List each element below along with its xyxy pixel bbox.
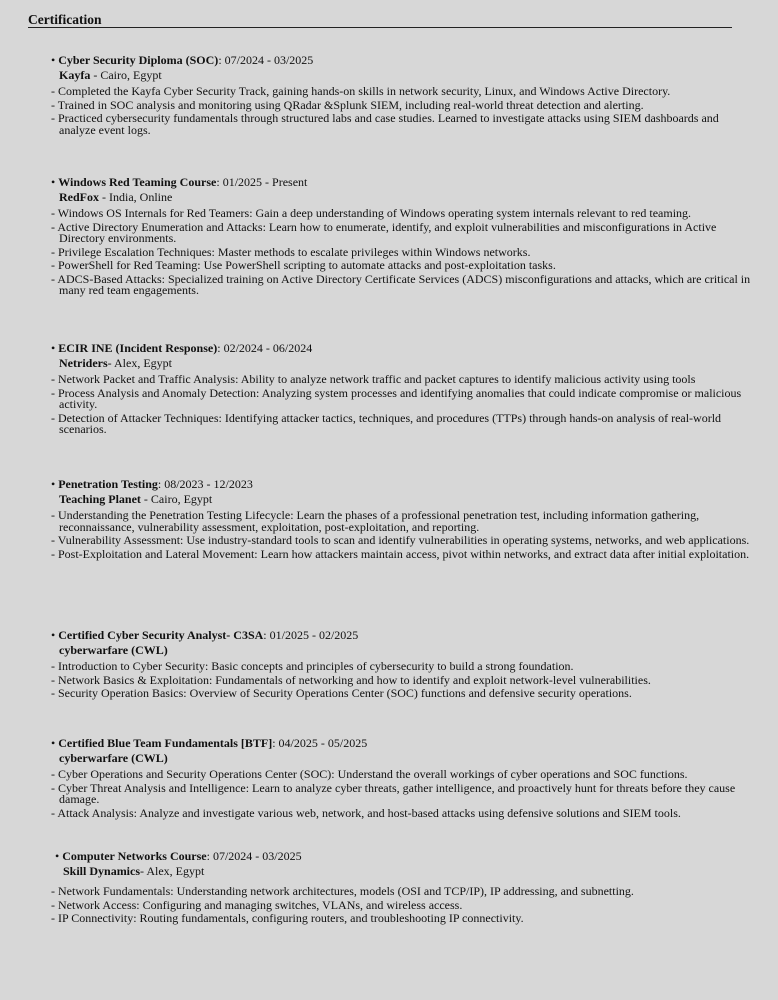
issuer-location: - Cairo, Egypt — [140, 492, 213, 506]
issuer-line — [51, 751, 761, 765]
list-item: - Security Operation Basics: Overview of Security Operations Center (SOC) functions and defensive security operations. — [51, 686, 632, 700]
certification-title: Penetration Testing — [58, 477, 158, 491]
list-item: - Active Directory Enumeration and Attacks: Learn how to enumerate, identify, and exploit vulnerabilities and misconfigurations in Active Directory environments. — [51, 219, 717, 245]
issuer-name: cyberwarfare (CWL) — [59, 751, 168, 765]
certification-dates: : 01/2025 - 02/2025 — [263, 628, 359, 642]
certification-title: Windows Red Teaming Course — [58, 175, 217, 189]
issuer-name: cyberwarfare (CWL) — [59, 643, 168, 657]
certification-dates: : 08/2023 - 12/2023 — [157, 477, 253, 491]
detail-list — [51, 769, 761, 819]
certification-dates: : 02/2024 - 06/2024 — [217, 341, 313, 355]
bullet-icon: • — [51, 175, 56, 189]
bullet-icon: • — [51, 341, 56, 355]
list-item: - ADCS-Based Attacks: Specialized training on Active Directory Certificate Services (ADCS) misconfigurations and attacks, which are critical in many red team engagements. — [51, 271, 751, 297]
list-item: - Introduction to Cyber Security: Basic concepts and principles of cybersecurity to build a strong foundation. — [51, 659, 574, 673]
issuer-name: Skill Dynamics — [63, 864, 141, 878]
certification-title: Certified Cyber Security Analyst- C3SA — [58, 628, 264, 642]
issuer-line — [51, 356, 751, 370]
list-item: - Cyber Threat Analysis and Intelligence: Learn to analyze cyber threats, gather intelligence, and proactively hunt for threats before they cause damage. — [51, 780, 736, 806]
list-item: - Understanding the Penetration Testing Lifecycle: Learn the phases of a professional penetration test, including information gathering, reconnaissance, vulnerability assessment, exploitation, post-exploitation, and reporting. — [51, 508, 700, 534]
list-item: - Attack Analysis: Analyze and investigate various web, network, and host-based attacks using defensive solutions and SIEM tools. — [51, 805, 681, 820]
issuer-line — [51, 492, 751, 506]
certification-dates: : 04/2025 - 05/2025 — [272, 736, 368, 750]
entry-heading — [51, 849, 751, 863]
issuer-location: - Alex, Egypt — [140, 864, 205, 878]
bullet-icon: • — [51, 477, 56, 491]
issuer-location: - Alex, Egypt — [107, 356, 172, 370]
bullet-icon: • — [51, 53, 56, 67]
entry-heading — [51, 341, 751, 355]
certification-entry — [51, 53, 751, 138]
list-item: - Process Analysis and Anomaly Detection: Analyzing system processes and identifying anomalies that could indicate compromise or malicious activity. — [51, 385, 742, 411]
list-item: - Network Access: Configuring and managing switches, VLANs, and wireless access. — [51, 897, 463, 912]
certification-dates: : 07/2024 - 03/2025 — [206, 849, 302, 863]
bullet-icon: • — [51, 736, 56, 750]
issuer-name: Kayfa — [59, 68, 91, 82]
certification-dates: : 07/2024 - 03/2025 — [218, 53, 314, 67]
bullet-icon: • — [51, 628, 56, 642]
detail-list — [51, 374, 751, 436]
list-item: - Cyber Operations and Security Operations Center (SOC): Understand the overall workings of cyber operations and SOC functions. — [51, 767, 688, 781]
issuer-line — [51, 68, 751, 82]
certification-entry — [51, 628, 751, 702]
bullet-icon: • — [55, 849, 60, 863]
detail-list — [51, 86, 751, 136]
detail-list — [51, 886, 751, 925]
certification-dates: : 01/2025 - Present — [216, 175, 308, 189]
certification-entry — [51, 175, 751, 299]
entry-heading — [51, 628, 751, 642]
list-item: - Completed the Kayfa Cyber Security Track, gaining hands-on skills in network security, Linux, and Windows Active Directory. — [51, 84, 671, 98]
certification-title: Certified Blue Team Fundamentals [BTF] — [58, 736, 273, 750]
entry-heading — [51, 53, 751, 67]
list-item: - Network Basics & Exploitation: Fundamentals of networking and how to identify and exploit network-level vulnerabilities. — [51, 672, 651, 687]
list-item: - IP Connectivity: Routing fundamentals, configuring routers, and troubleshooting IP connectivity. — [51, 911, 524, 925]
list-item: - PowerShell for Red Teaming: Use PowerShell scripting to automate attacks and post-exploitation tasks. — [51, 258, 556, 272]
certification-title: ECIR INE (Incident Response) — [58, 341, 218, 355]
list-item: - Post-Exploitation and Lateral Movement: Learn how attackers maintain access, pivot within networks, and extract data after initial exploitation. — [51, 546, 750, 561]
entry-heading — [51, 736, 761, 750]
issuer-line — [51, 190, 751, 204]
certification-title: Cyber Security Diploma (SOC) — [58, 53, 219, 67]
entry-heading — [51, 175, 751, 189]
issuer-name: Teaching Planet — [59, 492, 141, 506]
certification-title: Computer Networks Course — [62, 849, 207, 863]
detail-list — [51, 661, 751, 700]
list-item: - Practiced cybersecurity fundamentals through structured labs and case studies. Learned to investigate attacks using SIEM dashboards and analyze event logs. — [51, 111, 719, 137]
issuer-name: Netriders — [59, 356, 108, 370]
certification-entry — [51, 341, 751, 438]
certification-entry — [51, 849, 751, 927]
certification-entry — [51, 477, 751, 562]
issuer-location: - India, Online — [99, 190, 173, 204]
list-item: - Network Packet and Traffic Analysis: Ability to analyze network traffic and packet captures to identify malicious activity using tools — [51, 372, 696, 386]
list-item: - Privilege Escalation Techniques: Master methods to escalate privileges within Windows networks. — [51, 244, 531, 259]
section-title: Certification — [28, 12, 102, 27]
issuer-name: RedFox — [59, 190, 99, 204]
certification-entry — [51, 736, 761, 821]
issuer-line — [51, 643, 751, 657]
list-item: - Vulnerability Assessment: Use industry-standard tools to scan and identify vulnerabilities in operating systems, networks, and web applications. — [51, 533, 750, 547]
detail-list — [51, 208, 751, 297]
issuer-line — [51, 864, 751, 878]
issuer-location: - Cairo, Egypt — [90, 68, 162, 82]
detail-list — [51, 510, 751, 560]
list-item: - Detection of Attacker Techniques: Identifying attacker tactics, techniques, and procedures (TTPs) through hands-on analysis of real-world scenarios. — [51, 410, 722, 436]
list-item: - Network Fundamentals: Understanding network architectures, models (OSI and TCP/IP), IP addressing, and subnetting. — [51, 884, 634, 898]
list-item: - Trained in SOC analysis and monitoring using QRadar &Splunk SIEM, including real-world threat detection and alerting. — [51, 97, 644, 112]
list-item: - Windows OS Internals for Red Teamers: Gain a deep understanding of Windows operating system internals relevant to red teaming. — [51, 206, 692, 220]
entry-heading — [51, 477, 751, 491]
section-divider — [28, 27, 732, 28]
